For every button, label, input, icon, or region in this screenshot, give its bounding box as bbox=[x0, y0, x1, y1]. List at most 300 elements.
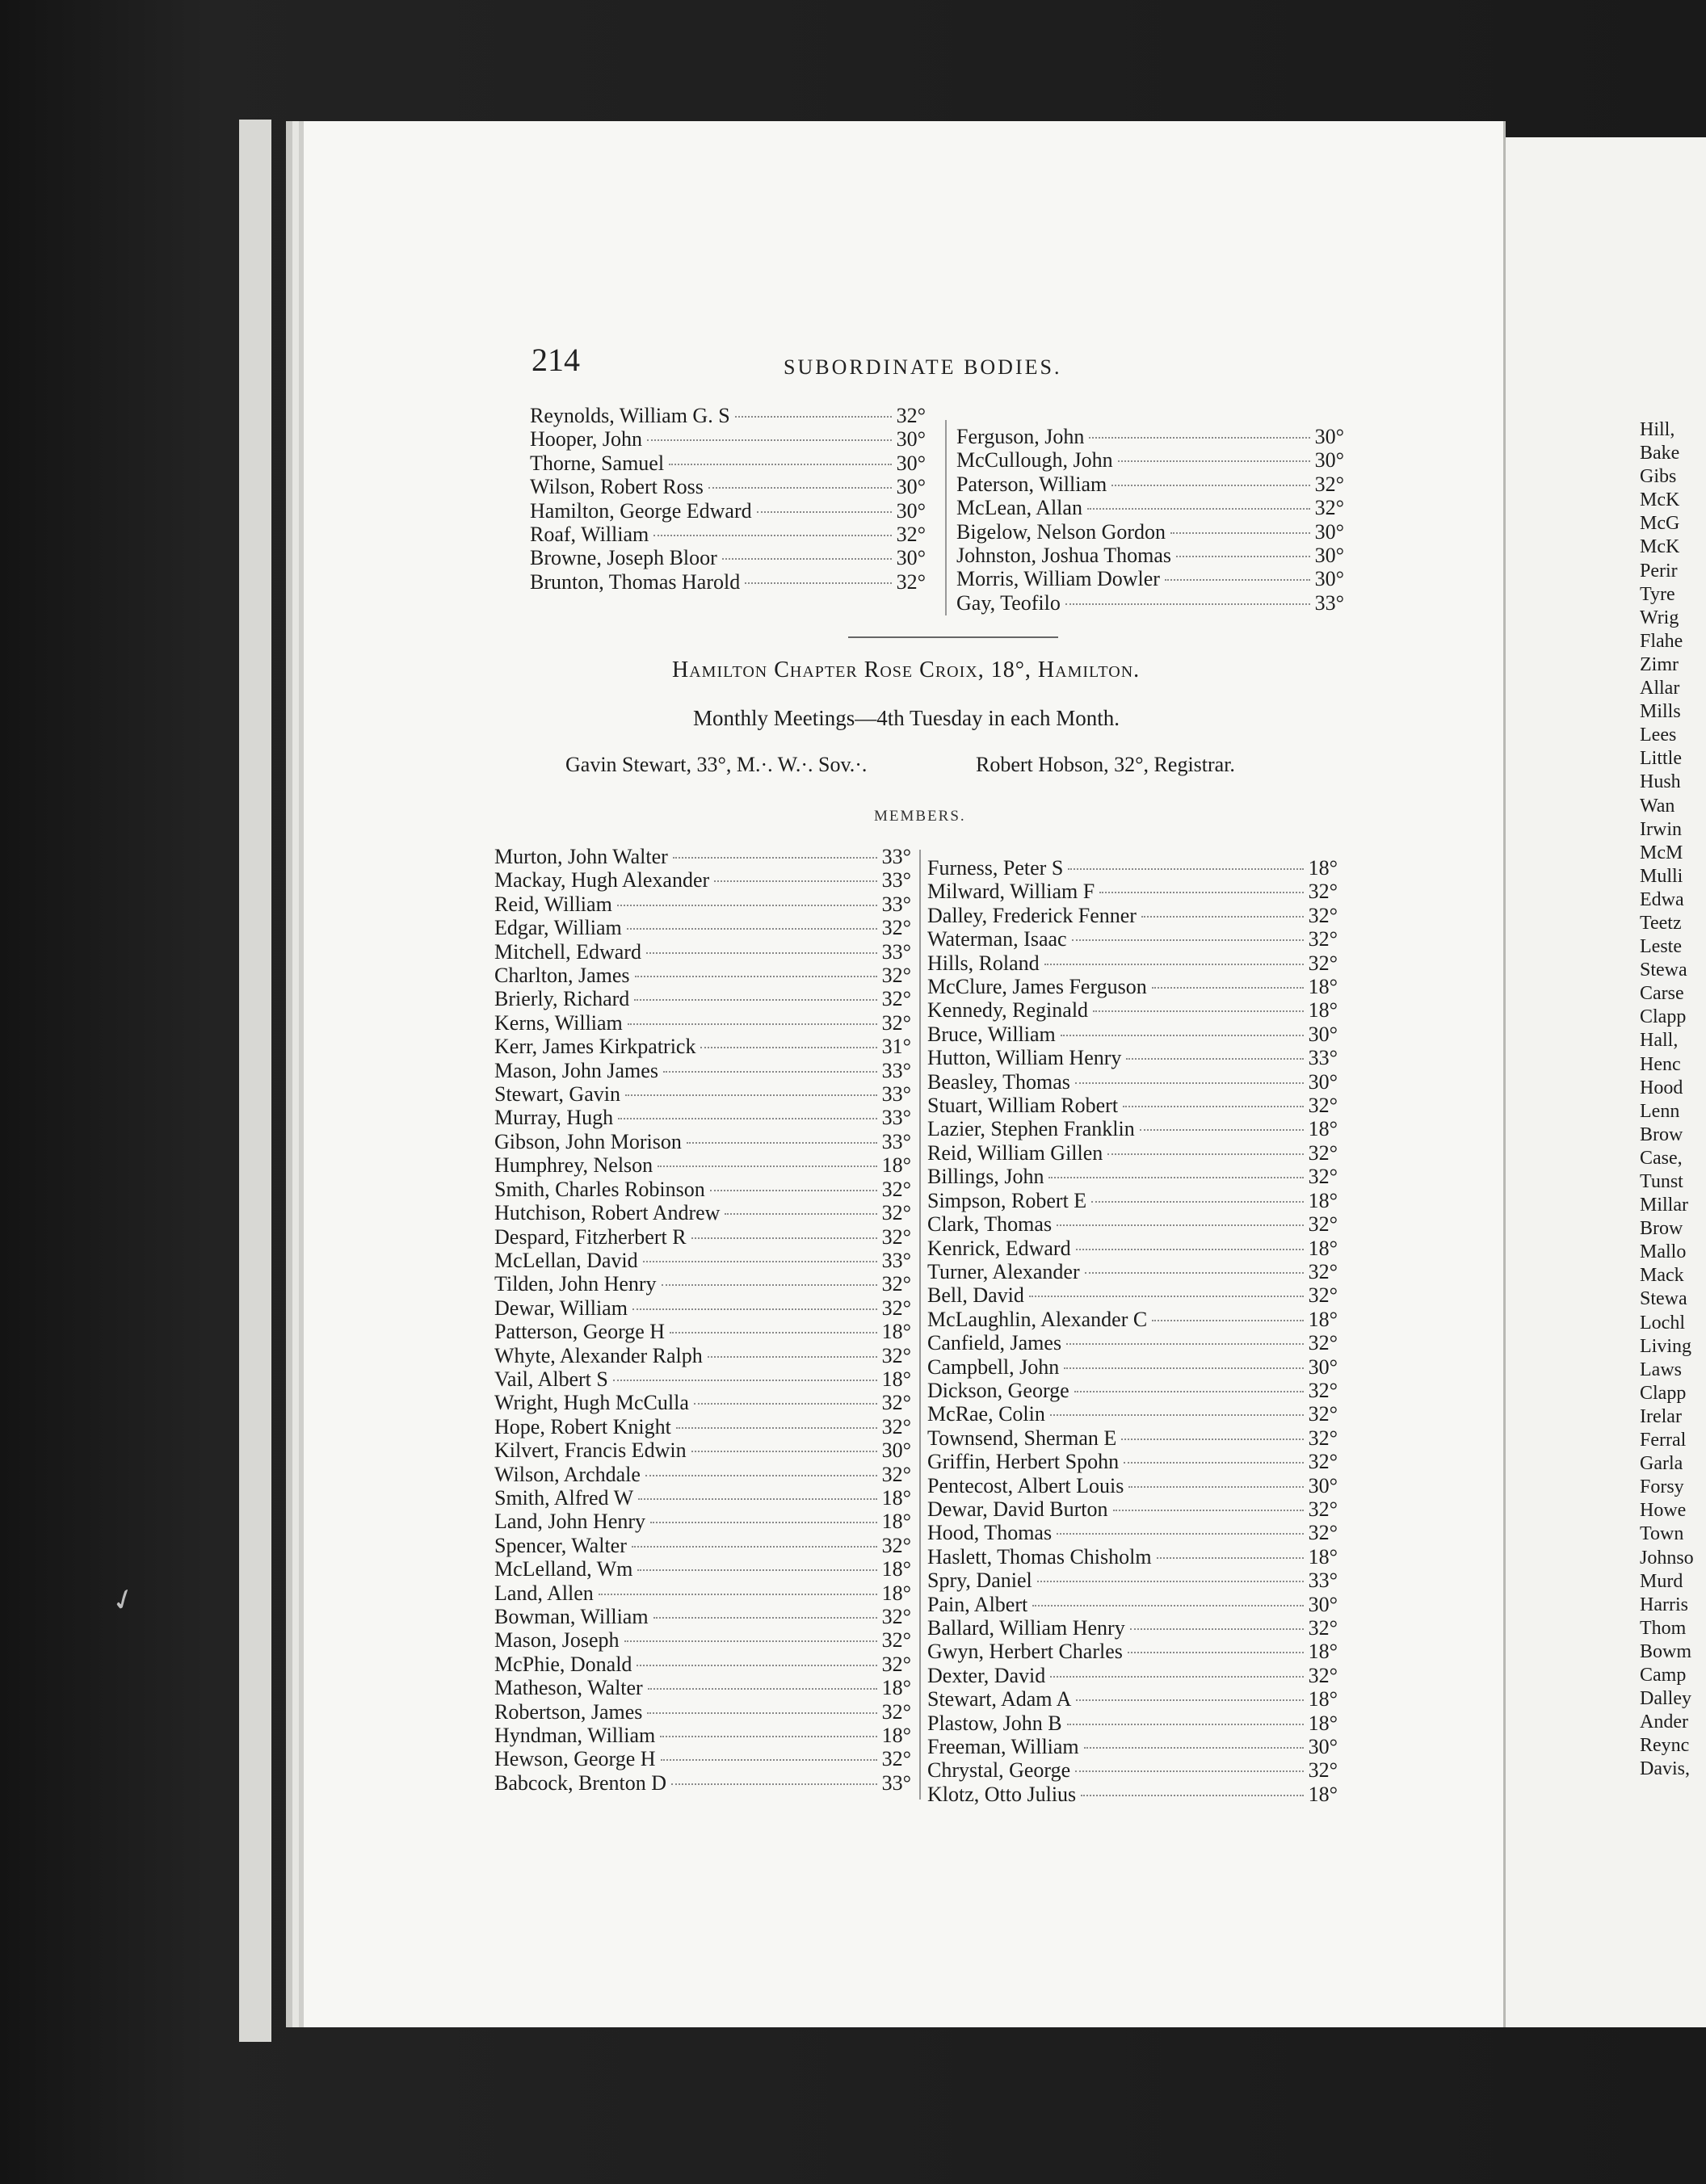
dot-leader bbox=[1128, 1486, 1303, 1488]
facing-fragment: Leste bbox=[1640, 936, 1682, 958]
member-name: Clark, Thomas bbox=[927, 1212, 1053, 1237]
degree: 30° bbox=[1308, 1022, 1338, 1046]
member-name: Stewart, Adam A bbox=[927, 1687, 1072, 1712]
member-name: Johnston, Joshua Thomas bbox=[956, 544, 1172, 568]
dot-leader bbox=[691, 1451, 877, 1452]
member-row bbox=[494, 1011, 911, 1035]
facing-fragment: Edwa bbox=[1640, 888, 1684, 910]
member-row bbox=[494, 1249, 911, 1272]
members-left-column bbox=[494, 845, 911, 1795]
degree: 33° bbox=[1308, 1569, 1338, 1593]
degree: 31° bbox=[881, 1035, 911, 1059]
member-row bbox=[494, 1082, 911, 1106]
member-name: Bowman, William bbox=[494, 1605, 649, 1628]
dot-leader bbox=[637, 1665, 876, 1666]
dot-leader bbox=[628, 1023, 877, 1025]
degree: 32° bbox=[1308, 1758, 1338, 1783]
member-name: Haslett, Thomas Chisholm bbox=[927, 1544, 1152, 1569]
dot-leader bbox=[1152, 987, 1304, 989]
member-name: Matheson, Walter bbox=[494, 1676, 643, 1700]
member-name: Hamilton, George Edward bbox=[530, 498, 752, 523]
degree: 30° bbox=[1314, 544, 1344, 568]
member-row bbox=[530, 404, 926, 427]
degree: 30° bbox=[896, 427, 926, 452]
member-row bbox=[927, 1735, 1338, 1758]
member-name: Reid, William Gillen bbox=[927, 1140, 1103, 1165]
member-row bbox=[927, 951, 1338, 975]
dot-leader bbox=[1157, 1557, 1304, 1559]
member-row bbox=[494, 1486, 911, 1510]
member-name: Canfield, James bbox=[927, 1331, 1062, 1355]
member-row bbox=[927, 1189, 1338, 1212]
degree: 32° bbox=[881, 1652, 911, 1676]
dot-leader bbox=[708, 1356, 877, 1358]
degree: 32° bbox=[881, 1628, 911, 1653]
dot-leader bbox=[700, 1047, 876, 1048]
member-name: Brunton, Thomas Harold bbox=[530, 569, 741, 594]
dot-leader bbox=[1029, 1296, 1304, 1297]
member-row bbox=[927, 1331, 1338, 1354]
member-name: Bell, David bbox=[927, 1283, 1024, 1308]
dot-leader bbox=[635, 976, 877, 977]
member-name: Stuart, William Robert bbox=[927, 1094, 1119, 1118]
facing-fragment: Town bbox=[1640, 1523, 1684, 1545]
member-row bbox=[927, 1402, 1338, 1426]
member-row bbox=[494, 1178, 911, 1201]
degree: 30° bbox=[1314, 448, 1344, 472]
degree: 18° bbox=[881, 1557, 911, 1581]
facing-fragment: Allar bbox=[1640, 678, 1680, 699]
member-name: Browne, Joseph Bloor bbox=[530, 546, 717, 570]
member-row bbox=[927, 1450, 1338, 1473]
member-name: Chrystal, George bbox=[927, 1758, 1071, 1783]
member-name: Hutchison, Robert Andrew bbox=[494, 1201, 721, 1225]
member-row bbox=[494, 940, 911, 964]
member-row bbox=[494, 964, 911, 987]
dot-leader bbox=[1093, 1010, 1304, 1012]
member-name: Hills, Roland bbox=[927, 951, 1040, 975]
member-row bbox=[927, 1426, 1338, 1450]
member-name: Whyte, Alexander Ralph bbox=[494, 1343, 703, 1367]
officer-sovereign: Gavin Stewart, 33°, M.·. W.·. Sov.·. bbox=[565, 753, 868, 776]
member-name: Roaf, William bbox=[530, 523, 649, 547]
members-heading: MEMBERS. bbox=[874, 808, 966, 825]
member-row bbox=[494, 845, 911, 868]
facing-fragment: Johnso bbox=[1640, 1547, 1694, 1569]
facing-fragment: Bowm bbox=[1640, 1640, 1692, 1662]
member-row bbox=[530, 475, 926, 498]
degree: 32° bbox=[1308, 1663, 1338, 1687]
dot-leader bbox=[1126, 1058, 1303, 1060]
dot-leader bbox=[1099, 892, 1303, 893]
degree: 32° bbox=[881, 1201, 911, 1225]
dot-leader bbox=[1075, 1082, 1304, 1084]
degree: 32° bbox=[881, 987, 911, 1011]
dot-leader bbox=[714, 880, 876, 882]
dot-leader bbox=[1044, 964, 1304, 965]
member-row bbox=[927, 1283, 1338, 1307]
dot-leader bbox=[1152, 1320, 1303, 1321]
dot-leader bbox=[647, 1712, 876, 1714]
member-row bbox=[494, 1201, 911, 1224]
member-row bbox=[494, 1225, 911, 1249]
member-name: Kerns, William bbox=[494, 1010, 623, 1035]
member-row bbox=[494, 1463, 911, 1486]
degree: 18° bbox=[1308, 998, 1338, 1023]
degree: 32° bbox=[881, 1296, 911, 1320]
facing-fragment: Henc bbox=[1640, 1053, 1681, 1075]
degree: 32° bbox=[881, 1177, 911, 1201]
member-row bbox=[927, 1640, 1338, 1663]
degree: 33° bbox=[881, 1058, 911, 1082]
facing-fragment: Stewa bbox=[1640, 960, 1687, 981]
degree: 33° bbox=[881, 1106, 911, 1130]
dot-leader bbox=[725, 1213, 876, 1215]
member-name: Patterson, George H bbox=[494, 1320, 666, 1344]
degree: 33° bbox=[881, 868, 911, 892]
degree: 32° bbox=[881, 964, 911, 988]
dot-leader bbox=[1091, 1201, 1303, 1203]
member-row bbox=[927, 1687, 1338, 1711]
member-name: McCullough, John bbox=[956, 448, 1113, 472]
member-row bbox=[927, 1664, 1338, 1687]
dot-leader bbox=[1113, 1510, 1304, 1511]
degree: 32° bbox=[1308, 1402, 1338, 1426]
member-row bbox=[530, 546, 926, 569]
member-name: McLellan, David bbox=[494, 1248, 638, 1272]
member-row bbox=[927, 1569, 1338, 1592]
member-row bbox=[927, 856, 1338, 880]
member-name: Land, John Henry bbox=[494, 1510, 646, 1534]
dot-leader bbox=[1118, 460, 1310, 462]
member-row bbox=[956, 425, 1344, 448]
page-number: 214 bbox=[532, 342, 580, 378]
facing-fragment: Lenn bbox=[1640, 1100, 1680, 1122]
member-row bbox=[494, 1557, 911, 1581]
member-name: Hood, Thomas bbox=[927, 1521, 1053, 1545]
degree: 18° bbox=[1308, 1544, 1338, 1569]
dot-leader bbox=[1076, 1249, 1304, 1250]
facing-fragment: Thom bbox=[1640, 1617, 1687, 1639]
member-row bbox=[956, 472, 1344, 496]
member-row bbox=[494, 1747, 911, 1770]
member-name: Kerr, James Kirkpatrick bbox=[494, 1035, 696, 1059]
degree: 18° bbox=[881, 1676, 911, 1700]
column-divider-top bbox=[945, 420, 947, 615]
facing-fragment: Irwin bbox=[1640, 818, 1682, 840]
degree: 32° bbox=[881, 1343, 911, 1367]
dot-leader bbox=[1084, 1747, 1304, 1749]
member-row bbox=[494, 1534, 911, 1557]
dot-leader bbox=[722, 558, 892, 560]
member-name: Simpson, Robert E bbox=[927, 1188, 1087, 1212]
degree: 30° bbox=[881, 1438, 911, 1463]
degree: 30° bbox=[896, 451, 926, 475]
degree: 32° bbox=[1308, 951, 1338, 975]
dot-leader bbox=[669, 464, 892, 465]
facing-fragment: Case, bbox=[1640, 1147, 1683, 1169]
degree: 32° bbox=[1308, 1259, 1338, 1283]
facing-fragment: Millar bbox=[1640, 1195, 1688, 1216]
facing-fragment: Forsy bbox=[1640, 1476, 1684, 1498]
facing-fragment: McK bbox=[1640, 489, 1680, 511]
facing-fragment: Lochl bbox=[1640, 1312, 1685, 1334]
dot-leader bbox=[1075, 1770, 1303, 1772]
member-name: Thorne, Samuel bbox=[530, 451, 665, 475]
facing-fragment: Camp bbox=[1640, 1664, 1687, 1686]
facing-fragment: McM bbox=[1640, 842, 1683, 863]
facing-fragment: McG bbox=[1640, 513, 1680, 535]
member-row bbox=[927, 1545, 1338, 1569]
dot-leader bbox=[1074, 1391, 1304, 1392]
member-name: Campbell, John bbox=[927, 1354, 1060, 1379]
degree: 32° bbox=[1308, 1212, 1338, 1237]
dot-leader bbox=[643, 1261, 877, 1262]
dot-leader bbox=[1067, 1724, 1304, 1725]
degree: 30° bbox=[1314, 425, 1344, 448]
member-row bbox=[927, 1023, 1338, 1046]
member-name: Billings, John bbox=[927, 1165, 1044, 1189]
member-name: Kilvert, Francis Edwin bbox=[494, 1438, 687, 1463]
degree: 33° bbox=[881, 892, 911, 916]
degree: 18° bbox=[1308, 1687, 1338, 1712]
dot-leader bbox=[1050, 1414, 1304, 1416]
facing-fragment: Harris bbox=[1640, 1594, 1688, 1615]
degree: 18° bbox=[881, 1485, 911, 1510]
degree: 33° bbox=[881, 1248, 911, 1272]
member-name: Tilden, John Henry bbox=[494, 1272, 657, 1296]
degree: 32° bbox=[1308, 927, 1338, 951]
member-row bbox=[956, 567, 1344, 590]
member-name: Land, Allen bbox=[494, 1581, 594, 1605]
member-row bbox=[927, 1070, 1338, 1094]
member-name: Despard, Fitzherbert R bbox=[494, 1224, 687, 1249]
degree: 32° bbox=[881, 1462, 911, 1486]
dot-leader bbox=[634, 999, 876, 1001]
member-name: Edgar, William bbox=[494, 916, 622, 940]
degree: 32° bbox=[881, 1224, 911, 1249]
degree: 18° bbox=[881, 1153, 911, 1178]
facing-fragment: Living bbox=[1640, 1335, 1691, 1357]
member-name: Paterson, William bbox=[956, 472, 1107, 496]
member-row bbox=[530, 452, 926, 475]
top-left-column bbox=[530, 404, 926, 594]
dot-leader bbox=[1128, 1652, 1304, 1653]
degree: 30° bbox=[896, 498, 926, 523]
dot-leader bbox=[1037, 1581, 1304, 1582]
member-row bbox=[927, 1212, 1338, 1236]
degree: 33° bbox=[881, 1770, 911, 1795]
facing-fragment: Flahe bbox=[1640, 630, 1683, 652]
degree: 32° bbox=[1308, 1094, 1338, 1118]
member-row bbox=[927, 1117, 1338, 1140]
facing-fragment: Zimr bbox=[1640, 653, 1679, 675]
facing-fragment: Stewa bbox=[1640, 1288, 1687, 1310]
degree: 32° bbox=[896, 404, 926, 427]
dot-leader bbox=[671, 1783, 877, 1785]
facing-fragment: Wan bbox=[1640, 795, 1675, 817]
member-name: Turner, Alexander bbox=[927, 1259, 1080, 1283]
member-name: Mackay, Hugh Alexander bbox=[494, 868, 710, 892]
member-row bbox=[530, 570, 926, 594]
dot-leader bbox=[1121, 1438, 1303, 1440]
dot-leader bbox=[653, 1617, 877, 1619]
chapter-title: Hamilton Chapter Rose Croix, 18°, Hamilton. bbox=[672, 657, 1141, 682]
dot-leader bbox=[1076, 1699, 1303, 1701]
degree: 32° bbox=[1308, 1378, 1338, 1402]
member-name: Townsend, Sherman E bbox=[927, 1426, 1117, 1450]
member-name: Dewar, William bbox=[494, 1296, 628, 1320]
facing-fragment: Wrig bbox=[1640, 607, 1679, 628]
member-name: Reid, William bbox=[494, 892, 612, 916]
degree: 30° bbox=[896, 546, 926, 570]
dot-leader bbox=[648, 1688, 877, 1690]
member-name: McLean, Allan bbox=[956, 496, 1082, 520]
dot-leader bbox=[637, 1569, 876, 1571]
dot-leader bbox=[613, 1380, 877, 1381]
facing-fragment: Laws bbox=[1640, 1359, 1682, 1380]
degree: 18° bbox=[881, 1320, 911, 1344]
member-row bbox=[927, 1616, 1338, 1640]
meeting-schedule: Monthly Meetings—4th Tuesday in each Month. bbox=[693, 706, 1120, 730]
member-name: Stewart, Gavin bbox=[494, 1082, 620, 1107]
member-name: Gwyn, Herbert Charles bbox=[927, 1640, 1123, 1664]
degree: 32° bbox=[896, 569, 926, 594]
dot-leader bbox=[676, 1427, 877, 1429]
degree: 32° bbox=[1308, 1140, 1338, 1165]
degree: 30° bbox=[1308, 1473, 1338, 1497]
member-name: Smith, Charles Robinson bbox=[494, 1177, 705, 1201]
facing-fragment: Little bbox=[1640, 748, 1682, 770]
degree: 33° bbox=[881, 845, 911, 868]
dot-leader bbox=[1064, 1367, 1303, 1369]
member-name: Charlton, James bbox=[494, 964, 630, 988]
dot-leader bbox=[660, 1736, 876, 1737]
dot-leader bbox=[1061, 1035, 1304, 1036]
dot-leader bbox=[1130, 1628, 1304, 1630]
facing-fragment: Clapp bbox=[1640, 1006, 1687, 1028]
checkmark-annotation: ✓ bbox=[107, 1581, 141, 1619]
member-name: Morris, William Dowler bbox=[956, 567, 1160, 591]
degree: 30° bbox=[1314, 567, 1344, 591]
dot-leader bbox=[627, 928, 877, 930]
member-row bbox=[927, 1237, 1338, 1260]
member-name: Mason, Joseph bbox=[494, 1628, 620, 1653]
degree: 32° bbox=[881, 1747, 911, 1771]
dot-leader bbox=[1068, 868, 1303, 870]
member-row bbox=[927, 927, 1338, 951]
member-row bbox=[494, 1628, 911, 1652]
member-name: McLaughlin, Alexander C bbox=[927, 1307, 1148, 1331]
member-row bbox=[927, 1141, 1338, 1165]
degree: 30° bbox=[1308, 1069, 1338, 1094]
member-row bbox=[927, 904, 1338, 927]
member-name: Bruce, William bbox=[927, 1022, 1056, 1046]
member-name: Dewar, David Burton bbox=[927, 1497, 1108, 1521]
members-right-column bbox=[927, 856, 1338, 1806]
dot-leader bbox=[1065, 603, 1310, 605]
member-row bbox=[927, 1497, 1338, 1521]
member-name: McLelland, Wm bbox=[494, 1557, 633, 1581]
degree: 32° bbox=[1308, 1497, 1338, 1521]
dot-leader bbox=[687, 1142, 877, 1144]
dot-leader bbox=[1140, 1129, 1304, 1131]
facing-fragment: Brow bbox=[1640, 1124, 1683, 1145]
facing-fragment: Mulli bbox=[1640, 865, 1683, 887]
member-row bbox=[494, 868, 911, 892]
member-name: Hewson, George H bbox=[494, 1747, 656, 1771]
dot-leader bbox=[694, 1403, 877, 1405]
member-name: McPhie, Donald bbox=[494, 1652, 632, 1676]
degree: 30° bbox=[1308, 1735, 1338, 1759]
degree: 18° bbox=[1308, 1307, 1338, 1331]
facing-fragment: Tunst bbox=[1640, 1171, 1683, 1192]
member-name: Brierly, Richard bbox=[494, 987, 630, 1011]
dot-leader bbox=[1165, 579, 1310, 581]
member-name: Wilson, Robert Ross bbox=[530, 475, 704, 499]
degree: 18° bbox=[881, 1367, 911, 1391]
member-name: Vail, Albert S bbox=[494, 1367, 608, 1391]
member-name: Robertson, James bbox=[494, 1699, 643, 1724]
member-name: Beasley, Thomas bbox=[927, 1069, 1070, 1094]
member-name: Gay, Teofilo bbox=[956, 590, 1061, 615]
running-head: SUBORDINATE BODIES. bbox=[784, 355, 1062, 379]
member-row bbox=[927, 1758, 1338, 1782]
dot-leader bbox=[710, 1190, 877, 1191]
dot-leader bbox=[1141, 916, 1304, 918]
member-row bbox=[530, 499, 926, 523]
member-row bbox=[494, 1581, 911, 1605]
degree: 32° bbox=[1308, 1450, 1338, 1474]
facing-fragment: Gibs bbox=[1640, 466, 1677, 488]
member-row bbox=[494, 1059, 911, 1082]
degree: 18° bbox=[1308, 1782, 1338, 1806]
degree: 30° bbox=[1308, 1354, 1338, 1379]
dot-leader bbox=[653, 535, 891, 536]
member-row bbox=[927, 1379, 1338, 1402]
facing-fragment: Lees bbox=[1640, 724, 1677, 746]
dot-leader bbox=[1081, 1795, 1303, 1796]
member-row bbox=[927, 1593, 1338, 1616]
member-row bbox=[494, 1676, 911, 1699]
degree: 32° bbox=[1308, 1165, 1338, 1189]
facing-fragment: Perir bbox=[1640, 560, 1678, 582]
member-row bbox=[927, 1094, 1338, 1117]
member-name: Murton, John Walter bbox=[494, 845, 668, 868]
dot-leader bbox=[638, 1498, 876, 1500]
member-row bbox=[956, 520, 1344, 544]
dot-leader bbox=[645, 1475, 877, 1476]
member-name: Klotz, Otto Julius bbox=[927, 1782, 1077, 1806]
dot-leader bbox=[673, 857, 877, 859]
member-row bbox=[927, 1712, 1338, 1735]
member-row bbox=[494, 987, 911, 1010]
facing-fragment: Dalley bbox=[1640, 1688, 1691, 1710]
member-name: Wilson, Archdale bbox=[494, 1462, 641, 1486]
degree: 30° bbox=[1314, 519, 1344, 544]
member-row bbox=[927, 975, 1338, 998]
degree: 32° bbox=[881, 1605, 911, 1628]
member-row bbox=[956, 591, 1344, 615]
facing-fragment: Clapp bbox=[1640, 1382, 1687, 1404]
page-stack-edge bbox=[239, 120, 271, 2042]
member-row bbox=[927, 1165, 1338, 1188]
member-row bbox=[530, 523, 926, 546]
facing-fragment: Hill, bbox=[1640, 419, 1675, 440]
facing-fragment: Bake bbox=[1640, 443, 1680, 464]
member-name: Spry, Daniel bbox=[927, 1569, 1032, 1593]
facing-fragment: Mack bbox=[1640, 1265, 1684, 1287]
